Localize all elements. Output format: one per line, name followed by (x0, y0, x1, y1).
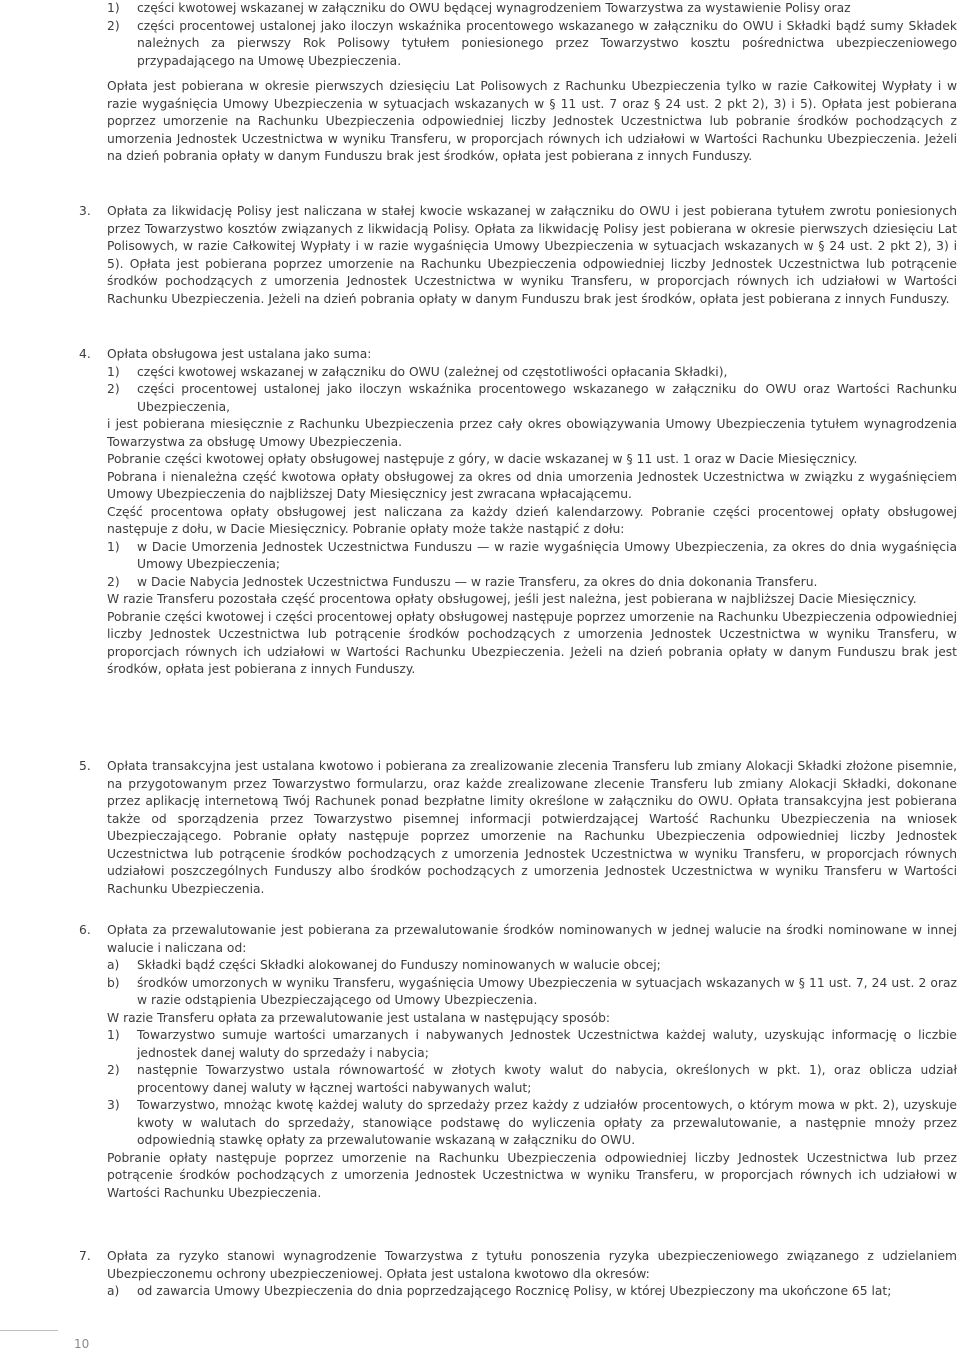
paragraph: Część procentowa opłaty obsługowej jest naliczana za każdy dzień kalendarzowy. Pobranie części procentowej opłaty obsługowej następuje z dołu, w Dacie Miesięcznicy. Pobranie opłaty może także nastąpić z dołu: (107, 504, 957, 536)
list-item-text: Składki bądź części Składki alokowanej do Funduszy nominowanych w walucie obcej; (137, 958, 661, 972)
paragraph: Pobranie opłaty następuje poprzez umorzenie na Rachunku Ubezpieczenia odpowiedniej liczby Jednostek Uczestnictwa lub przez potrącenie środków pochodzących z umorzenia Jednostek Uczestnictwa w wyniku Transferu, w proporcjach równych ich udziałowi w Wartości Rachunku Ubezpieczenia. (107, 1150, 957, 1200)
section-item-3 (79, 203, 957, 308)
list-marker: 2) (107, 574, 120, 589)
item-text: Opłata za likwidację Polisy jest naliczana w stałej kwocie wskazanej w załączniku do OWU i jest pobierana tytułem zwrotu poniesionych przez Towarzystwo kosztów związanych z likwidacją Polisy. Opłata za likwidację Polisy jest pobierana w okresie pierwszych dziesięciu Lat Polisowych, w razie Całkowitej Wypłaty i w razie wygaśnięcia Umowy Ubezpieczenia w sytuacjach wskazanych w § 24 ust. 2 pkt 2), 3) i 5). Opłata jest pobierana poprzez umorzenie na Rachunku Ubezpieczenia odpowiedniej liczby Jednostek Uczestnictwa lub potrącenie środków pochodzących z umorzenia Jednostek Uczestnictwa w wyniku Transferu, w proporcjach równych ich udziałowi w Wartości Rachunku Ubezpieczenia. Jeżeli na dzień pobrania opłaty w danym Funduszu brak jest środków, opłata jest pobierana z innych Funduszy. (107, 204, 957, 306)
list-item (107, 539, 957, 574)
paragraph: W razie Transferu opłata za przewalutowanie jest ustalana w następujący sposób: (107, 1010, 611, 1025)
list-item (107, 1062, 957, 1097)
list-marker: a) (107, 1284, 120, 1298)
list-item (107, 975, 957, 1010)
item-number: 4. (79, 347, 91, 361)
list-item (107, 18, 957, 71)
list-marker: 3) (107, 1098, 120, 1112)
list-item (107, 381, 957, 416)
item-text: Opłata transakcyjna jest ustalana kwotowo i pobierana za zrealizowanie zlecenia Transferu lub zmiany Alokacji Składki złożone pisemnie, na przygotowanym przez Towarzystwo formularzu, oraz każde zrealizowane zlecenie Transferu lub zmiany Alokacji Składki, dokonane przez aplikację internetową Twój Rachunek ponad bezpłatne limity określone w załączniku do OWU. Opłata transakcyjna jest pobierana także od sporządzenia przez Towarzystwo pisemnej informacji potwierdzającej Wartość Rachunku Ubezpieczenia na wniosek Ubezpieczającego. Pobranie opłaty następuje poprzez umorzenie na Rachunku Ubezpieczenia odpowiedniej liczby Jednostek Uczestnictwa lub potrącenie środków pochodzących z umorzenia Jednostek Uczestnictwa w wyniku Transferu, w proporcjach równych udziałowi poszczególnych Funduszy albo środków pochodzących z umorzenia Jednostek Uczestnictwa w wyniku Transferu w Wartości Rachunku Ubezpieczenia. (107, 759, 957, 896)
paragraph: Pobrana i nienależna część kwotowa opłaty obsługowej za okres od dnia umorzenia Jednostek Uczestnictwa w związku z wygaśnięciem Umowy Ubezpieczenia do najbliższej Daty Miesięcznicy jest zwracana wpłacającemu. (107, 469, 957, 501)
list-item (107, 364, 957, 382)
list-marker: 1) (107, 1028, 120, 1042)
list-item-text: Towarzystwo, mnożąc kwotę każdej waluty do sprzedaży przez każdy z udziałów procentowych, o którym mowa w pkt. 2), uzyskuje kwoty w walutach do sprzedaży, stanowiące podstawę do wyliczenia opłaty za przewalutowanie, a następnie mnoży przez odpowiednią stawkę opłaty za przewalutowanie wskazaną w załączniku do OWU. (137, 1098, 957, 1147)
list-item-text: w Dacie Nabycia Jednostek Uczestnictwa Funduszu — w razie Transferu, za okres do dnia dokonania Transferu. (137, 574, 818, 589)
continued-list (107, 0, 957, 70)
section-item-5 (79, 758, 957, 898)
paragraph: Pobranie części kwotowej opłaty obsługowej następuje z góry, w dacie wskazanej w § 11 ust. 1 oraz w Dacie Miesięcznicy. (107, 452, 858, 466)
item-text: Opłata za ryzyko stanowi wynagrodzenie Towarzystwa z tytułu ponoszenia ryzyka ubezpieczeniowego związanego z udzielaniem Ubezpieczonemu ochrony ubezpieczeniowej. Opłata jest ustalona kwotowo dla okresów: (107, 1249, 957, 1281)
list-item-text: części kwotowej wskazanej w załączniku do OWU będącej wynagrodzeniem Towarzystwa za wystawienie Polisy oraz (137, 1, 851, 15)
list-marker: 1) (107, 1, 120, 15)
page-number: 10 (74, 1337, 90, 1351)
list-item (107, 1097, 957, 1150)
list-item (107, 1027, 957, 1062)
list-marker: 2) (107, 382, 120, 396)
list-marker: b) (107, 975, 120, 990)
list-marker: 2) (107, 1063, 120, 1077)
footer-rule (0, 1330, 58, 1331)
paragraph: i jest pobierana miesięcznie z Rachunku Ubezpieczenia przez cały okres obowiązywania Umowy Ubezpieczenia tytułem wynagrodzenia Towarzystwa za obsługę Umowy Ubezpieczenia. (107, 417, 957, 449)
list-marker: 2) (107, 18, 120, 33)
list-item (107, 1283, 957, 1301)
list-item-text: Towarzystwo sumuje wartości umarzanych i nabywanych Jednostek Uczestnictwa każdej waluty, uzyskując informację o liczbie jednostek danej waluty do sprzedaży i nabycia; (137, 1028, 957, 1060)
item-number: 3. (79, 204, 91, 218)
paragraph: W razie Transferu pozostała część procentowa opłaty obsługowej, jeśli jest należna, jest pobierana w najbliższej Dacie Miesięcznicy. (107, 592, 917, 606)
list-item-text: części kwotowej wskazanej w załączniku do OWU (zależnej od częstotliwości opłacania Składki), (137, 364, 728, 379)
list-marker: 1) (107, 539, 120, 554)
item-intro: Opłata obsługowa jest ustalana jako suma: (107, 347, 372, 361)
list-item-text: części procentowej ustalonej jako iloczyn wskaźnika procentowego wskazanego w załączniku do OWU i Składki bądź sumy Składek należnych za pierwszy Rok Polisowy tytułem poniesionego przez Towarzystwo kosztu pośrednictwa ubezpieczeniowego przypadającego na Umowę Ubezpieczenia. (137, 18, 957, 68)
item-number: 6. (79, 923, 91, 937)
section-item-6 (79, 922, 957, 1202)
section-item-4 (79, 346, 957, 679)
list-item-text: następnie Towarzystwo ustala równowartość w złotych kwoty walut do nabycia, określonych w pkt. 1), oraz oblicza udział procentowy danej waluty w łącznej wartości nabywanych walut; (137, 1063, 957, 1095)
paragraph: Pobranie części kwotowej i części procentowej opłaty obsługowej następuje poprzez umorzenie na Rachunku Ubezpieczenia odpowiedniej liczby Jednostek Uczestnictwa lub potrącenie środków pochodzących z umorzenia Jednostek Uczestnictwa w wyniku Transferu, w proporcjach równych ich udziałowi w Wartości Rachunku Ubezpieczenia. Jeżeli na dzień pobrania opłaty w danym Funduszu brak jest środków, opłata jest pobierana z innych Funduszy. (107, 609, 957, 676)
continued-paragraph: Opłata jest pobierana w okresie pierwszych dziesięciu Lat Polisowych z Rachunku Ubezpieczenia tylko w razie Całkowitej Wypłaty i w razie wygaśnięcia Umowy Ubezpieczenia w sytuacjach wskazanych w § 11 ust. 7 oraz § 24 ust. 2 pkt 2), 3) i 5). Opłata jest pobierana poprzez umorzenie na Rachunku Ubezpieczenia odpowiedniej liczby Jednostek Uczestnictwa lub pobranie środków pochodzących z umorzenia Jednostek Uczestnictwa w wyniku Transferu, w proporcjach równych ich udziałowi w Wartości Rachunku Ubezpieczenia. Jeżeli na dzień pobrania opłaty w danym Funduszu brak jest środków, opłata jest pobierana z innych Funduszy. (107, 79, 957, 163)
list-item-text: od zawarcia Umowy Ubezpieczenia do dnia poprzedzającego Rocznicę Polisy, w której Ubezpieczony ma ukończone 65 lat; (137, 1284, 892, 1298)
list-item-text: w Dacie Umorzenia Jednostek Uczestnictwa Funduszu — w razie wygaśnięcia Umowy Ubezpieczenia, za okres do dnia wygaśnięcia Umowy Ubezpieczenia; (137, 539, 957, 571)
list-item (107, 957, 957, 975)
list-marker: 1) (107, 364, 120, 379)
list-item-text: środków umorzonych w wyniku Transferu, wygaśnięcia Umowy Ubezpieczenia w sytuacjach wskazanych w § 11 ust. 7, 24 ust. 2 oraz w razie odstąpienia Ubezpieczającego od Umowy Ubezpieczenia. (137, 975, 957, 1007)
list-item (107, 574, 957, 592)
section-item-7 (79, 1248, 957, 1301)
item-number: 7. (79, 1249, 91, 1263)
list-item-text: części procentowej ustalonej jako iloczyn wskaźnika procentowego wskazanego w załączniku do OWU oraz Wartości Rachunku Ubezpieczenia, (137, 382, 957, 414)
item-text: Opłata za przewalutowanie jest pobierana za przewalutowanie środków nominowanych w jednej walucie na środki nominowane w innej walucie i naliczana od: (107, 923, 957, 955)
list-marker: a) (107, 958, 120, 972)
item-number: 5. (79, 759, 91, 773)
list-item (107, 0, 957, 18)
